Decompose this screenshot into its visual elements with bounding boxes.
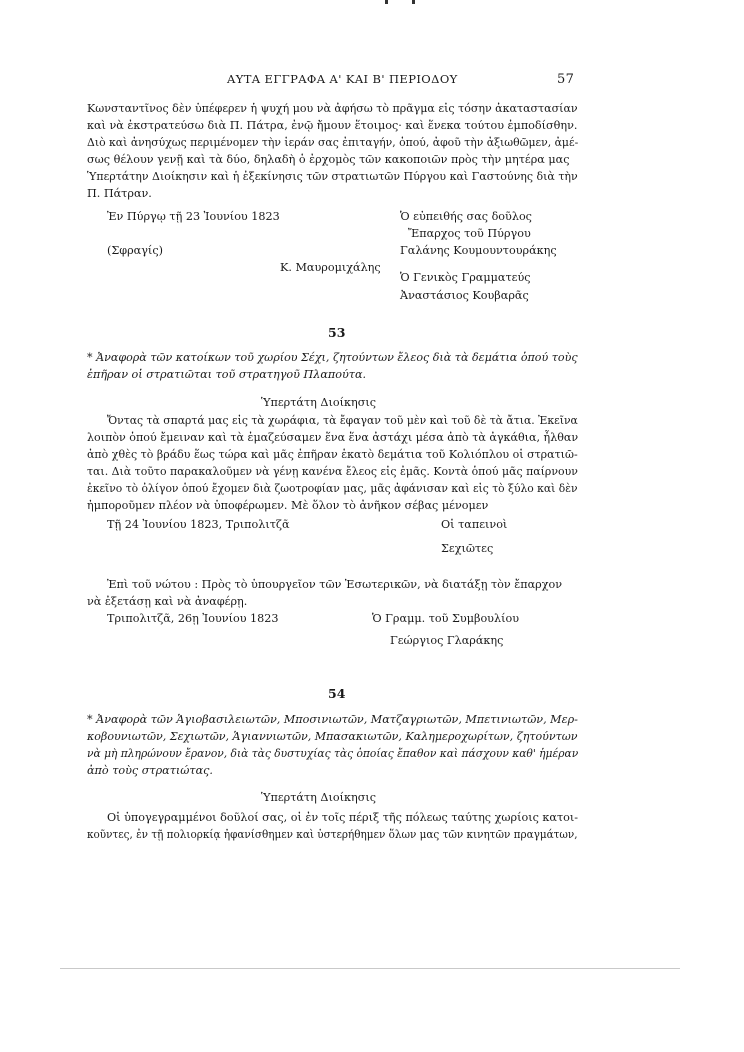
summary-line: * Ἀναφορὰ τῶν Ἁγιοβασιλειωτῶν, Μποσινιωτῶν, Ματζαγριωτῶν, Μπετινιωτῶν, Μερ- [87,713,578,726]
signature-line: Γεώργιος Γλαράκης [390,634,504,647]
note-date: Τριπολιτζᾶ, 26ῃ Ἰουνίου 1823 [107,612,279,625]
text-line: ται. Διὰ τοῦτο παρακαλοῦμεν νὰ γένῃ κανένα ἔλεος εἰς ἐμᾶς. Κοντὰ ὁπού μᾶς παίρνουν [87,465,578,478]
note-line: Ἐπὶ τοῦ νώτου : Πρὸς τὸ ὑπουργεῖον τῶν Ἐσωτερικῶν, νὰ διατάξῃ τὸν ἔπαρχον [107,578,563,591]
doc52-signer: Κ. Μαυρομιχάλης [280,261,381,274]
summary-line: ἀπὸ τοὺς στρατιώτας. [87,764,213,777]
scan-mark [385,0,388,4]
addressee: Ὑπερτάτη Διοίκησις [261,791,377,804]
note-line: νὰ ἐξετάσῃ καὶ νὰ ἀναφέρῃ. [87,595,248,608]
scan-mark [412,0,415,4]
summary-line: νὰ μὴ πληρώνουν ἔρανον, διὰ τὰς δυστυχίας τὰς ὁποίας ἔπαθον καὶ πάσχουν καθ' ἡμέραν [87,747,579,760]
text-line: καὶ νὰ ἐκστρατεύσω διὰ Π. Πάτρα, ἐνῷ ἤμουν ἕτοιμος· καὶ ἕνεκα τούτου ἐμποδίσθην. [87,119,578,132]
text-line: ἠμποροῦμεν πλέον νὰ ὑποφέρωμεν. Μὲ ὅλον τὸ ἀνῆκον σέβας μένομεν [87,499,489,512]
page-number: 57 [557,72,575,87]
scan-artifact [60,968,680,969]
seal-note: (Σφραγίς) [107,244,163,257]
summary-line: ἐπῆραν οἱ στρατιῶται τοῦ στρατηγοῦ Πλαπούτα. [87,368,367,381]
summary-line: κοβουνιωτῶν, Σεχιωτῶν, Ἁγιαννιωτῶν, Μπασακιωτῶν, Καλημεροχωρίτων, ζητούντων [87,730,578,743]
text-line: λοιπὸν ὁπού ἔμειναν καὶ τὰ ἐμαζεύσαμεν ἕνα ἕνα ἀστάχι μέσα ἀπὸ τὰ ἀγκάθια, ἦλθαν [87,431,579,444]
signature-line: Οἱ ταπεινοὶ [441,518,508,531]
text-line: σως θέλουν γενῇ καὶ τὰ δύο, δηλαδὴ ὁ ἐρχομὸς τῶν κακοποιῶν πρὸς τὴν μητέρα μας [87,153,570,166]
signature-line: Ὁ Γενικὸς Γραμματεύς [400,271,531,284]
document-number: 53 [328,325,346,340]
signature-line: Ἔπαρχος τοῦ Πύργου [408,227,531,240]
text-line: ἀπὸ χθὲς τὸ βράδυ ἕως τώρα καὶ μᾶς ἐπῆραν ἑκατὸ δεμάτια τοῦ Κολιόπλου οἱ στρατιῶ- [87,448,578,461]
text-line: Ὑπερτάτην Διοίκησιν καὶ ἡ ἐξεκίνησις τῶν στρατιωτῶν Πύργου καὶ Γαστούνης διὰ τὴν [87,170,578,183]
signature-line: Ὁ εὐπειθής σας δοῦλος [400,210,532,223]
signature-line: Σεχιῶτες [441,542,494,555]
summary-line: * Ἀναφορὰ τῶν κατοίκων τοῦ χωρίου Σέχι, ζητούντων ἔλεος διὰ τὰ δεμάτια ὁπού τοὺς [87,351,578,364]
running-header: ΑΥΤΑ ΕΓΓΡΑΦΑ Α' ΚΑΙ Β' ΠΕΡΙΟΔΟΥ [227,72,458,86]
text-line: Ὄντας τὰ σπαρτά μας εἰς τὰ χωράφια, τὰ ἔφαγαν τοῦ μὲν καὶ τοῦ δὲ τὰ ἄτια. Ἐκεῖνα [107,414,578,427]
text-line: κοῦντες, ἐν τῇ πολιορκίᾳ ἠφανίσθημεν καὶ ὑστερήθημεν ὅλων μας τῶν κινητῶν πραγμάτων, [87,828,578,841]
signature-line: Ὁ Γραμμ. τοῦ Συμβουλίου [372,612,519,625]
doc52-date: Ἐν Πύργῳ τῇ 23 Ἰουνίου 1823 [107,210,280,223]
doc53-date: Τῇ 24 Ἰουνίου 1823, Τριπολιτζᾶ [107,518,290,531]
signature-line: Γαλάνης Κουμουντουράκης [400,244,557,257]
text-line: Π. Πάτραν. [87,187,152,200]
text-line: ἐκεῖνο τὸ ὀλίγον ὁπού ἔχομεν διὰ ζωοτροφίαν μας, μᾶς ἀφάνισαν καὶ εἰς τὸ ξύλο καὶ δὲν [87,482,578,495]
document-number: 54 [328,686,346,701]
text-line: Διὸ καὶ ἀνησύχως περιμένομεν τὴν ἱεράν σας ἐπιταγήν, ὁπού, ἀφοῦ τὴν ἀξιωθῶμεν, ἀμέ- [87,136,579,149]
text-line: Κωνσταντῖνος δὲν ὑπέφερεν ἡ ψυχή μου νὰ ἀφήσω τὸ πρᾶγμα εἰς τόσην ἀκαταστασίαν [87,102,578,115]
text-line: Οἱ ὑπογεγραμμένοι δοῦλοί σας, οἱ ἐν τοῖς πέριξ τῆς πόλεως ταύτης χωρίοις κατοι- [107,811,579,824]
addressee: Ὑπερτάτη Διοίκησις [261,396,377,409]
signature-line: Ἀναστάσιος Κουβαρᾶς [400,289,529,302]
